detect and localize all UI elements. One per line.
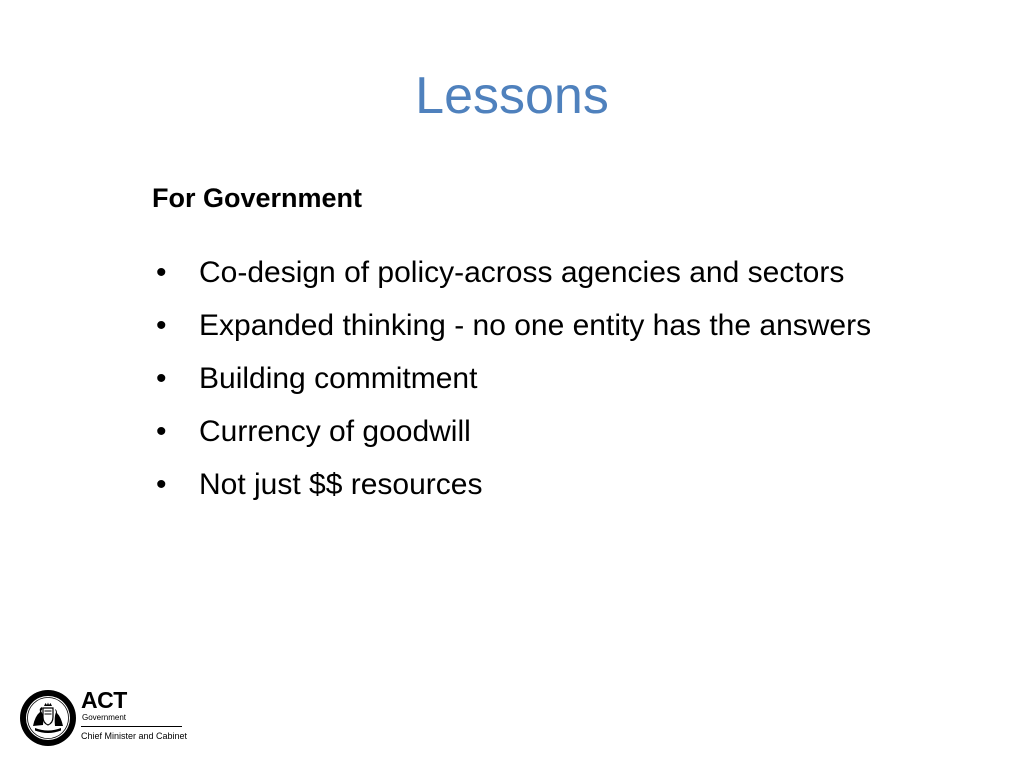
bullet-list — [156, 251, 876, 516]
logo-department: Chief Minister and Cabinet — [81, 731, 188, 741]
bullet-marker: • — [156, 309, 167, 342]
act-coat-of-arms-seal-icon — [18, 688, 78, 748]
list-item — [156, 410, 876, 454]
list-item — [156, 304, 876, 348]
list-item — [156, 251, 876, 295]
act-government-logo — [18, 688, 188, 750]
list-item-text: Building commitment — [199, 362, 478, 395]
bullet-marker: • — [156, 415, 167, 448]
list-item-text: Co-design of policy-across agencies and sectors — [199, 256, 845, 289]
logo-name: ACT — [81, 687, 127, 713]
logo-tagline: Government — [82, 713, 127, 722]
list-item-text: Not just $$ resources — [199, 468, 483, 501]
bullet-marker: • — [156, 468, 167, 501]
list-item — [156, 463, 876, 507]
slide-title: Lessons — [415, 67, 609, 125]
bullet-marker: • — [156, 256, 167, 289]
bullet-marker: • — [156, 362, 167, 395]
list-item-text: Currency of goodwill — [199, 415, 471, 448]
list-item — [156, 357, 876, 401]
logo-divider — [81, 726, 182, 727]
list-item-text: Expanded thinking - no one entity has the answers — [199, 309, 872, 342]
section-subheading: For Government — [152, 183, 363, 213]
